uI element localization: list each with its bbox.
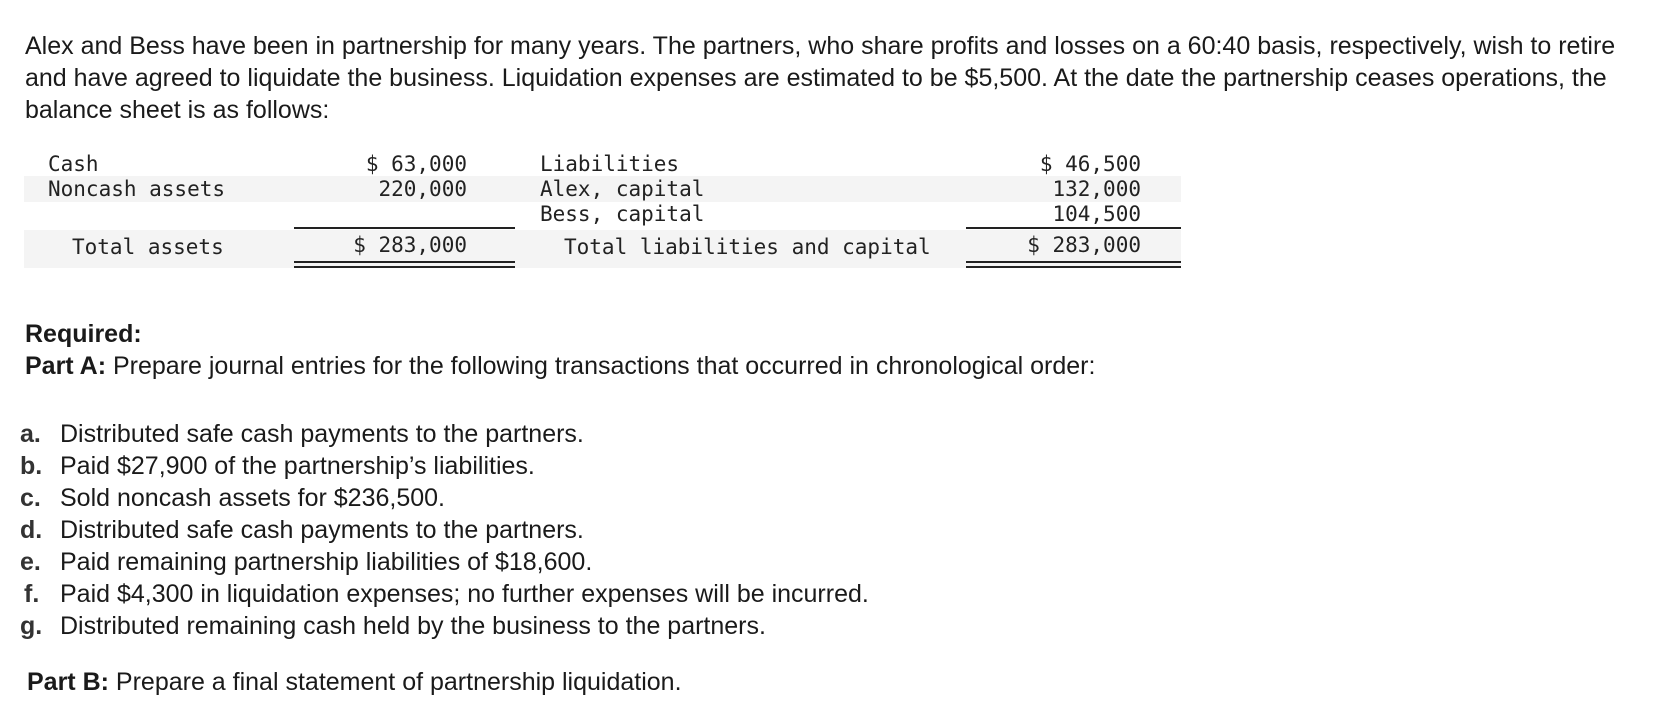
liabilities-label: Liabilities <box>540 152 680 176</box>
bess-capital-amount: 104,500 <box>1052 202 1141 226</box>
list-item-text: Paid $4,300 in liquidation expenses; no further expenses will be incurred. <box>60 580 869 608</box>
part-b <box>27 666 682 698</box>
list-item-text: Paid remaining partnership liabilities of $18,600. <box>60 548 593 576</box>
alex-capital-amount: 132,000 <box>1052 177 1141 201</box>
list-item <box>20 514 869 546</box>
list-item <box>20 578 869 610</box>
list-item-text: Distributed safe cash payments to the partners. <box>60 420 584 448</box>
assets-subtotal-rule <box>294 227 515 229</box>
list-item <box>20 418 869 450</box>
list-item-letter: b. <box>20 452 43 480</box>
asset-label-cash: Cash <box>48 152 99 176</box>
liabilities-subtotal-rule <box>966 227 1181 229</box>
total-liabilities-capital-label: Total liabilities and capital <box>564 235 931 259</box>
list-item <box>20 450 869 482</box>
list-item <box>20 610 869 642</box>
asset-label-noncash: Noncash assets <box>48 177 226 201</box>
liabilities-amount: $ 46,500 <box>1039 152 1141 176</box>
alex-capital-label: Alex, capital <box>540 177 705 201</box>
list-item-letter: g. <box>20 612 43 640</box>
problem-intro: Alex and Bess have been in partnership for many years. The partners, who share profits and losses on a 60:40 basis, respectively, wish to retire and have agreed to liquidate the business. Liquidation expenses are estimated to be $5,500. At the date the partnership ceases operations, the balance sheet is as follows: <box>25 32 1616 124</box>
required-heading: Required: <box>25 320 142 348</box>
bess-capital-label: Bess, capital <box>540 202 705 226</box>
part-a-text: Prepare journal entries for the following transactions that occurred in chronological order: <box>112 352 1096 380</box>
part-a-label: Part A: <box>25 352 107 380</box>
balance-sheet <box>24 152 1254 287</box>
list-item-text: Distributed remaining cash held by the business to the partners. <box>60 612 766 640</box>
list-item-letter: e. <box>20 548 41 576</box>
list-item-letter: d. <box>20 516 43 544</box>
part-b-label: Part B: <box>27 668 109 696</box>
list-item-letter: a. <box>20 420 41 448</box>
list-item-text: Distributed safe cash payments to the partners. <box>60 516 584 544</box>
total-liabilities-capital-amount: $ 283,000 <box>1027 233 1141 257</box>
total-assets-amount: $ 283,000 <box>353 233 467 257</box>
part-b-text: Prepare a final statement of partnership liquidation. <box>115 668 682 696</box>
list-item-text: Sold noncash assets for $236,500. <box>60 484 445 512</box>
liabilities-total-double-rule <box>966 261 1181 268</box>
list-item-letter: c. <box>20 484 41 512</box>
list-item-letter: f. <box>24 580 40 608</box>
asset-amount-cash: $ 63,000 <box>365 152 467 176</box>
assets-total-double-rule <box>294 261 515 268</box>
list-item <box>20 482 869 514</box>
list-item <box>20 546 869 578</box>
total-assets-label: Total assets <box>72 235 224 259</box>
list-item-text: Paid $27,900 of the partnership’s liabilities. <box>60 452 535 480</box>
asset-amount-noncash: 220,000 <box>378 177 467 201</box>
required-section <box>25 318 1095 382</box>
transaction-list <box>20 418 869 642</box>
